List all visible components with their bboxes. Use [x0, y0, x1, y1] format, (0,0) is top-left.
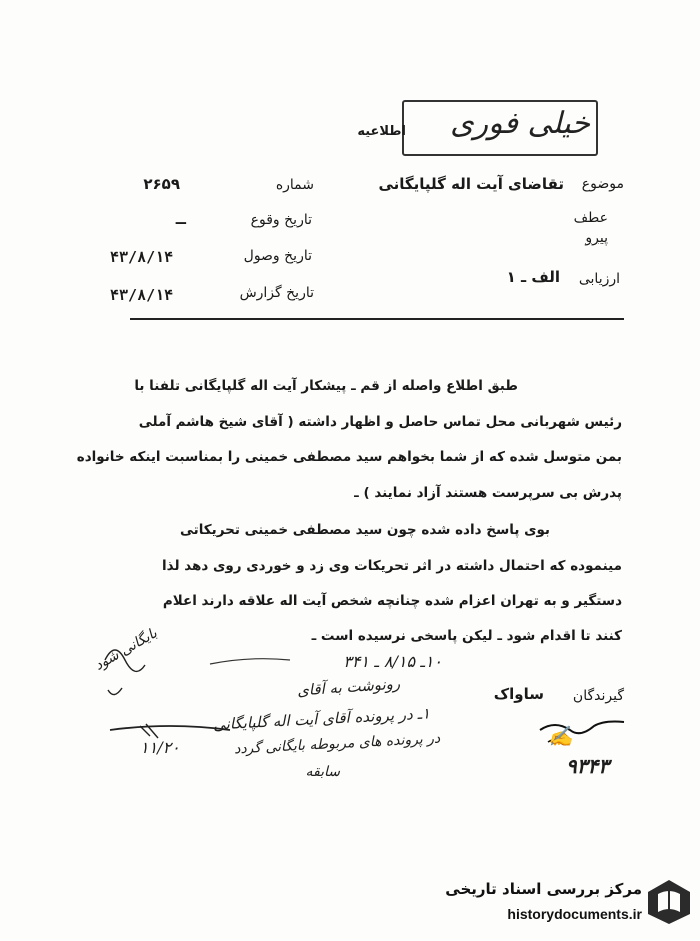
occurrence-date-label: تاریخ وقوع [250, 212, 312, 228]
subject-value: تقاضای آیت اله گلپایگانی [378, 175, 564, 193]
notice-label: اطلاعیه [357, 124, 406, 139]
body-line-7: دستگیر و به تهران اعزام شده چنانچه شخص آیت اله علاقه دارند اعلام [162, 593, 622, 609]
body-line-3: بمن متوسل شده که از شما بخواهم سید مصطفی خمینی را بمناسبت اینکه خانواده [76, 449, 622, 465]
receipt-date-label: تاریخ وصول [243, 248, 312, 264]
handwritten-note-5: ۱۱/۲۰ [140, 738, 180, 757]
number-label: شماره [275, 177, 314, 193]
urgent-handwriting: خیلی فوری [450, 106, 590, 141]
receipt-date-value: ۴۳/۸/۱۴ [110, 248, 174, 266]
signature-number: ۹۳۴۳ [566, 754, 609, 778]
logo-title: مرکز بررسی اسناد تاریخی [445, 880, 642, 898]
handwritten-note-1: ۱۰ـ ۸/۱۵ ـ ۳۴۱ [343, 652, 442, 671]
evaluation-label: ارزیابی [578, 271, 620, 287]
recipients-label: گیرندگان [572, 688, 624, 704]
handwritten-note-2: رونوشت به آقای [296, 674, 401, 700]
handwritten-note-3: ۱ـ در پرونده آقای آیت اله گلپایگانی [212, 704, 431, 734]
report-date-value: ۴۳/۸/۱۴ [110, 286, 174, 304]
recipients-value: ساواک [493, 685, 544, 703]
header-divider [130, 318, 624, 320]
logo-url: historydocuments.ir [507, 906, 642, 922]
body-line-5: بوی پاسخ داده شده چون سید مصطفی خمینی تحریکاتی [179, 522, 550, 538]
handwritten-side-note: بایگانی شود [92, 625, 160, 674]
report-date-label: تاریخ گزارش [239, 285, 314, 301]
handwritten-note-4: در پرونده های مربوطه بایگانی گردد [233, 730, 441, 758]
archive-emblem-icon [646, 878, 692, 926]
body-line-8: کنند تا اقدام شود ـ لیکن پاسخی نرسیده است ـ [311, 628, 622, 644]
evaluation-value: الف ـ ۱ [506, 268, 560, 286]
reference-label: عطف [573, 210, 608, 226]
body-line-1: طبق اطلاع واصله از قم ـ پیشکار آیت اله گلپایگانی تلفنا با [134, 378, 518, 394]
number-value: ۲۶۵۹ [143, 175, 180, 193]
handwritten-note-6: سابقه [305, 764, 340, 780]
attachment-label: پیرو [585, 230, 608, 246]
body-line-4: پدرش بی سرپرست هستند آزاد نمایند ) ـ [354, 485, 622, 501]
body-line-6: مینموده که احتمال داشته در اثر تحریکات وی زد و خوردی روی دهد لذا [162, 558, 622, 574]
archive-logo [404, 876, 696, 932]
signature: ✍ [548, 724, 573, 748]
body-line-2: رئیس شهربانی محل تماس حاصل و اظهار داشته ( آقای شیخ هاشم آملی [138, 414, 622, 430]
occurrence-date-value: ــ [175, 210, 186, 228]
subject-label: موضوع [581, 176, 624, 192]
